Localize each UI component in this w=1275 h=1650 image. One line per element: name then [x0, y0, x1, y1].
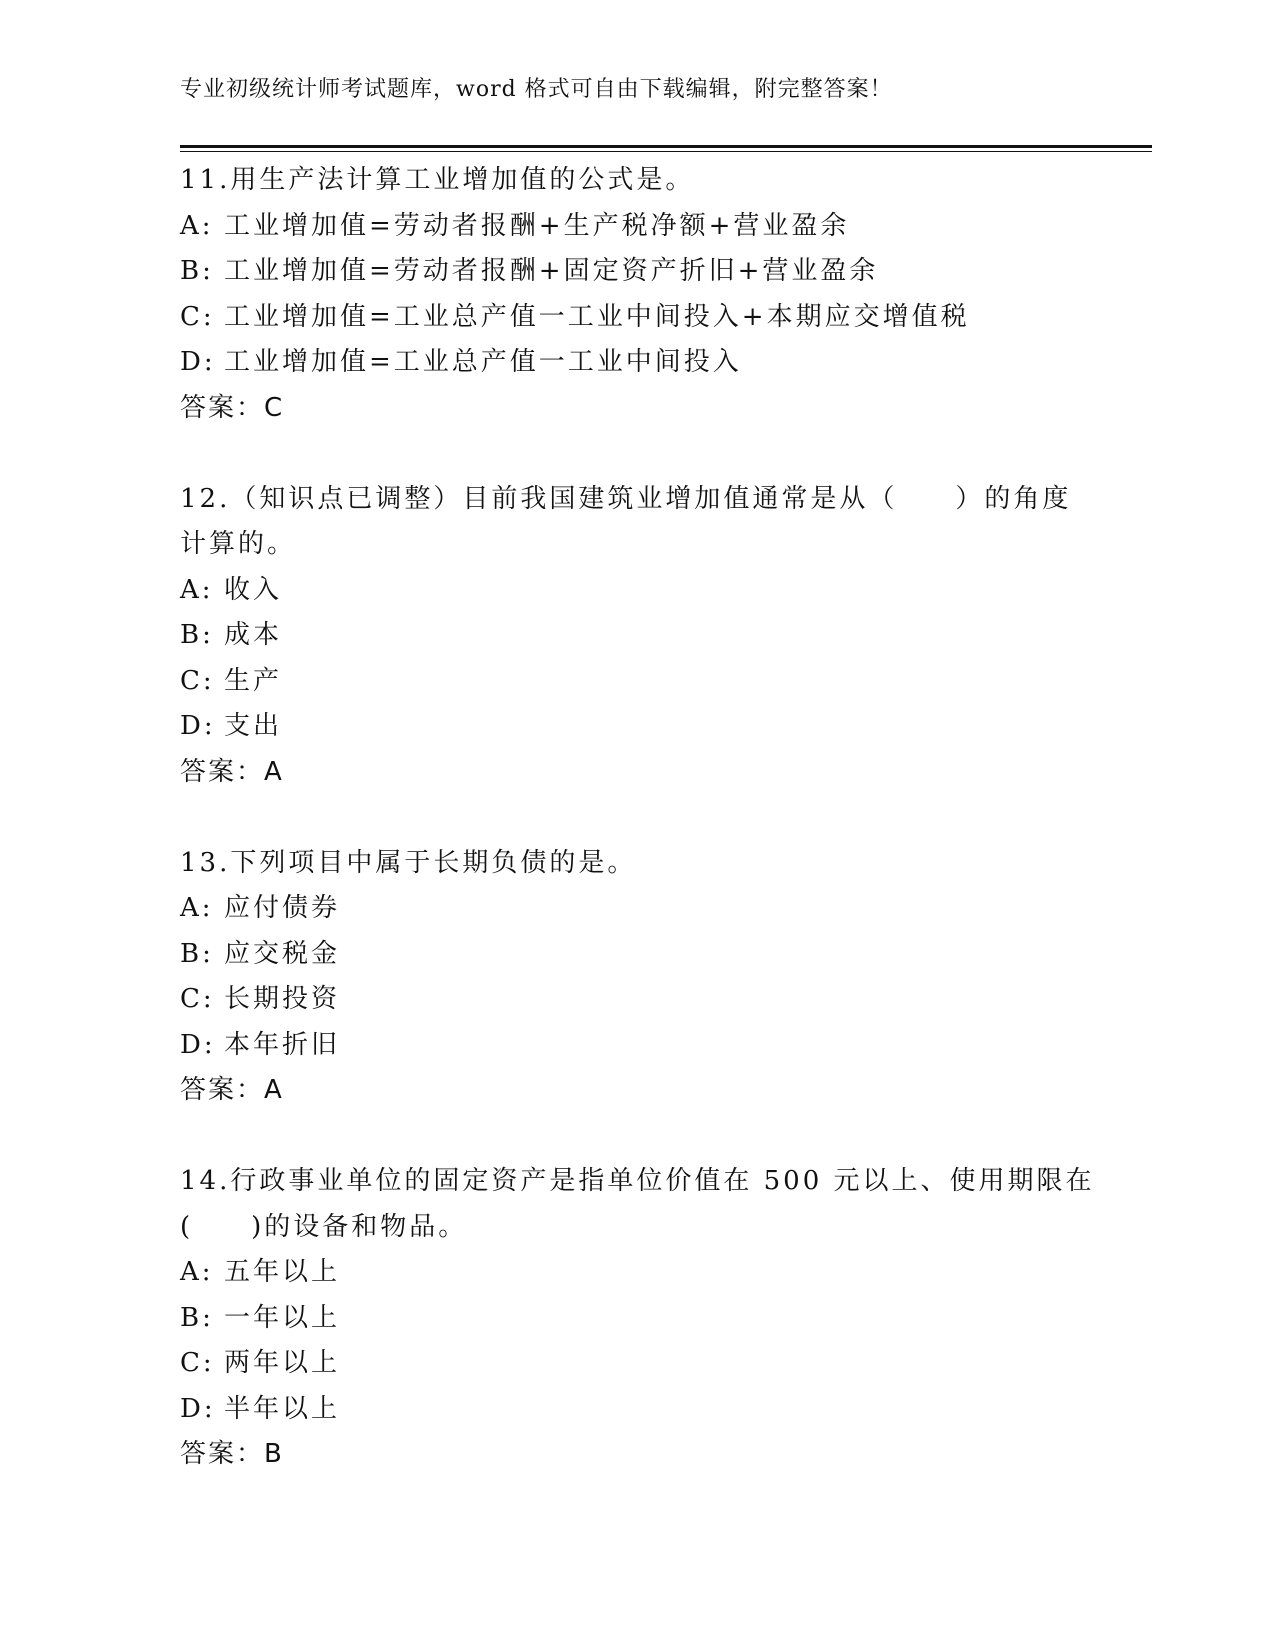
question-list — [180, 158, 1095, 1478]
option-text: 工业增加值=劳动者报酬+固定资产折旧+营业盈余 — [224, 256, 879, 286]
question-12 — [180, 477, 1080, 796]
question-stem: 13.下列项目中属于长期负债的是。 — [180, 847, 637, 878]
header-divider-thick — [180, 145, 1152, 148]
option-key: D: — [180, 347, 216, 377]
option-text: 本年折旧 — [224, 1029, 341, 1060]
spacer — [180, 1114, 1080, 1160]
option-text: 支出 — [224, 711, 283, 741]
option-b — [180, 613, 1080, 659]
option-b — [180, 932, 1080, 978]
question-13 — [180, 841, 1080, 1114]
option-c — [180, 977, 1080, 1023]
option-d — [180, 1387, 1080, 1433]
option-key: A: — [180, 574, 214, 605]
option-key: A: — [180, 893, 214, 923]
option-a — [180, 886, 1080, 932]
option-text: 工业增加值=工业总产值一工业中间投入 — [224, 347, 742, 377]
option-key: B: — [180, 620, 214, 650]
option-key: C: — [180, 984, 215, 1014]
option-b — [180, 249, 1080, 295]
option-a — [180, 204, 1080, 250]
option-key: A: — [180, 1257, 214, 1287]
option-key: C: — [180, 665, 215, 696]
option-text: 生产 — [224, 665, 283, 696]
question-stem: 12.（知识点已调整）目前我国建筑业增加值通常是从（ ）的角度 — [180, 483, 1072, 514]
answer-line: 答案：A — [180, 1075, 284, 1105]
option-c — [180, 659, 1080, 705]
option-text: 成本 — [224, 620, 283, 650]
option-a — [180, 1250, 1080, 1296]
page-header: 专业初级统计师考试题库，word 格式可自由下载编辑，附完整答案！ — [180, 77, 893, 102]
question-14 — [180, 1159, 1095, 1478]
option-c — [180, 1341, 1080, 1387]
option-key: C: — [180, 301, 215, 332]
option-d — [180, 340, 1080, 386]
option-text: 半年以上 — [224, 1393, 341, 1424]
question-stem: 14.行政事业单位的固定资产是指单位价值在 500 元以上、使用期限在 — [180, 1166, 1095, 1196]
option-text: 应交税金 — [224, 938, 341, 969]
option-d — [180, 704, 1080, 750]
question-11 — [180, 158, 1080, 431]
option-key: C: — [180, 1348, 215, 1378]
option-text: 应付债券 — [224, 893, 341, 923]
spacer — [180, 795, 1080, 841]
option-text: 工业增加值=工业总产值一工业中间投入+本期应交增值税 — [224, 301, 970, 332]
question-stem-continued: ( )的设备和物品。 — [180, 1211, 468, 1242]
option-b — [180, 1296, 1080, 1342]
option-c — [180, 295, 1080, 341]
question-stem-continued: 计算的。 — [180, 529, 297, 559]
option-key: D: — [180, 1393, 216, 1424]
question-stem: 11.用生产法计算工业增加值的公式是。 — [180, 165, 695, 195]
answer-line: 答案：A — [180, 756, 284, 787]
option-key: B: — [180, 938, 214, 969]
option-text: 工业增加值=劳动者报酬+生产税净额+营业盈余 — [224, 210, 850, 241]
option-key: D: — [180, 711, 216, 741]
spacer — [180, 431, 1080, 477]
option-text: 五年以上 — [224, 1257, 341, 1287]
option-key: B: — [180, 256, 214, 286]
answer-line: 答案：B — [180, 1439, 284, 1469]
option-text: 长期投资 — [224, 984, 341, 1014]
option-text: 两年以上 — [224, 1348, 341, 1378]
answer-line: 答案：C — [180, 392, 285, 423]
option-a — [180, 568, 1080, 614]
option-d — [180, 1023, 1080, 1069]
option-key: A: — [180, 210, 214, 241]
header-divider-thin — [180, 151, 1152, 152]
option-text: 一年以上 — [224, 1302, 341, 1333]
option-key: D: — [180, 1029, 216, 1060]
option-text: 收入 — [224, 574, 283, 605]
option-key: B: — [180, 1302, 214, 1333]
